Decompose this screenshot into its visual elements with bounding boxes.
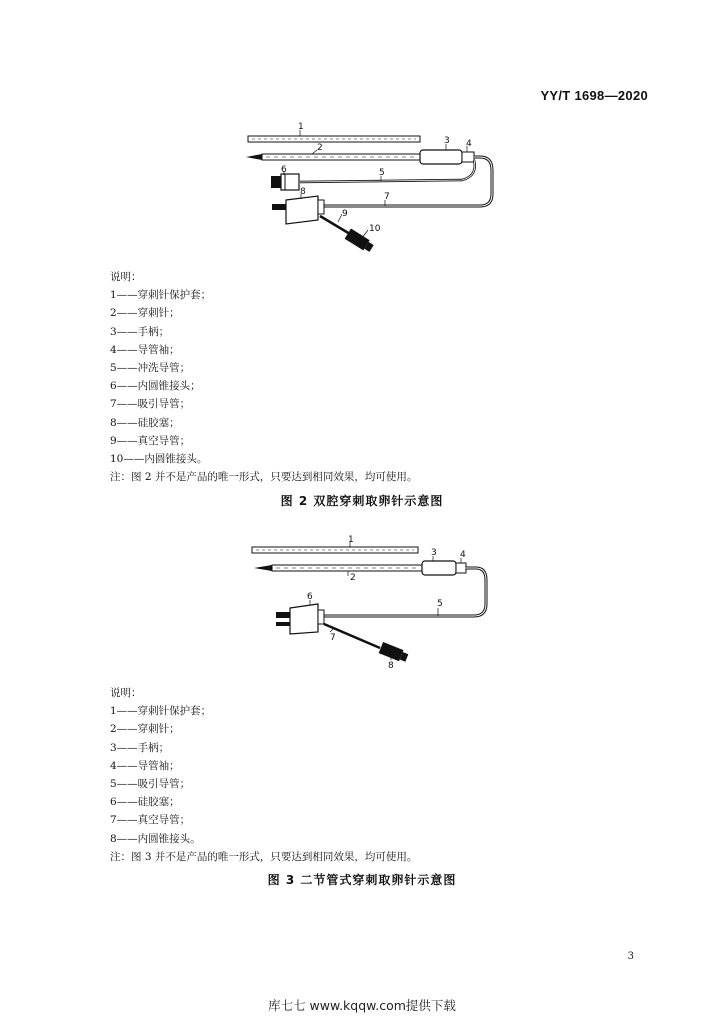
figure-2-caption: 图 2 双腔穿刺取卵针示意图 — [280, 494, 444, 508]
fig2-needle-sheath — [248, 136, 420, 142]
fig3-callout-8: 8 — [388, 661, 394, 671]
standard-number: YY/T 1698—2020 — [540, 88, 648, 103]
figure-3-legend — [110, 684, 417, 866]
figure-2-legend — [110, 268, 417, 486]
fig2-callout-2: 2 — [317, 143, 323, 153]
page-number: 3 — [627, 951, 634, 962]
fig3-silicone-plug — [276, 604, 324, 634]
figure-3-caption: 图 3 二节管式穿刺取卵针示意图 — [267, 873, 457, 887]
legend-item: 7——真空导管； — [110, 814, 191, 827]
fig2-callout-4: 4 — [466, 139, 472, 149]
fig3-handle — [422, 561, 456, 575]
fig3-aspiration-tube — [322, 568, 486, 616]
legend-item: 4——导管袖； — [110, 759, 180, 772]
figure-note: 注：图 2 并不是产品的唯一形式，只要达到相同效果，均可使用。 — [110, 471, 418, 484]
legend-item: 2——穿刺针； — [110, 307, 180, 320]
legend-item: 6——硅胶塞； — [110, 796, 180, 809]
legend-item: 4——导管袖； — [110, 343, 180, 356]
fig3-callout-2: 2 — [350, 573, 356, 583]
legend-item: 1——穿刺针保护套； — [110, 289, 212, 302]
legend-item: 3——手柄； — [110, 741, 170, 754]
fig3-luer-connector — [379, 642, 409, 664]
legend-item: 9——真空导管； — [110, 434, 191, 447]
fig2-silicone-plug — [272, 196, 324, 224]
figure-note: 注：图 3 并不是产品的唯一形式，只要达到相同效果，均可使用。 — [110, 850, 418, 863]
figure-2-drawing — [0, 120, 724, 270]
fig3-callout-5: 5 — [437, 599, 443, 609]
legend-title: 说明： — [110, 271, 142, 283]
legend-item: 7——吸引导管； — [110, 398, 191, 411]
fig2-callout-6: 6 — [281, 165, 287, 175]
fig2-needle — [246, 154, 420, 160]
fig3-tube-sleeve — [456, 563, 466, 573]
fig2-tube-sleeve — [462, 152, 474, 162]
fig2-callout-8: 8 — [300, 187, 306, 197]
fig2-handle — [420, 150, 462, 164]
legend-title: 说明： — [110, 687, 142, 699]
fig2-callout-7: 7 — [384, 192, 390, 202]
legend-item: 8——硅胶塞； — [110, 416, 180, 429]
fig2-callout-3: 3 — [444, 136, 450, 146]
fig2-luer-connector-6 — [271, 174, 299, 190]
figure-3-drawing — [0, 532, 724, 672]
legend-item: 10——内圆锥接头。 — [110, 453, 208, 466]
fig2-callout-9: 9 — [342, 209, 348, 219]
fig3-needle-sheath — [252, 547, 418, 553]
download-footer: 库七七 www.kqqw.com提供下载 — [268, 998, 456, 1013]
fig3-needle — [254, 565, 422, 571]
fig2-callout-1: 1 — [298, 122, 304, 132]
fig3-callout-4: 4 — [460, 550, 466, 560]
legend-item: 5——冲洗导管； — [110, 362, 191, 375]
fig3-callout-1: 1 — [348, 535, 354, 545]
fig2-callout-5: 5 — [379, 168, 385, 178]
fig3-callout-7: 7 — [330, 633, 336, 643]
fig2-leader-lines — [284, 130, 467, 238]
legend-item: 5——吸引导管； — [110, 778, 191, 791]
legend-item: 8——内圆锥接头。 — [110, 832, 201, 845]
fig3-callout-6: 6 — [307, 592, 313, 602]
legend-item: 6——内圆锥接头； — [110, 380, 201, 393]
fig3-callout-3: 3 — [431, 548, 437, 558]
legend-item: 1——穿刺针保护套； — [110, 705, 212, 718]
fig2-callout-10: 10 — [369, 224, 381, 234]
legend-item: 2——穿刺针； — [110, 723, 180, 736]
legend-item: 3——手柄； — [110, 325, 170, 338]
